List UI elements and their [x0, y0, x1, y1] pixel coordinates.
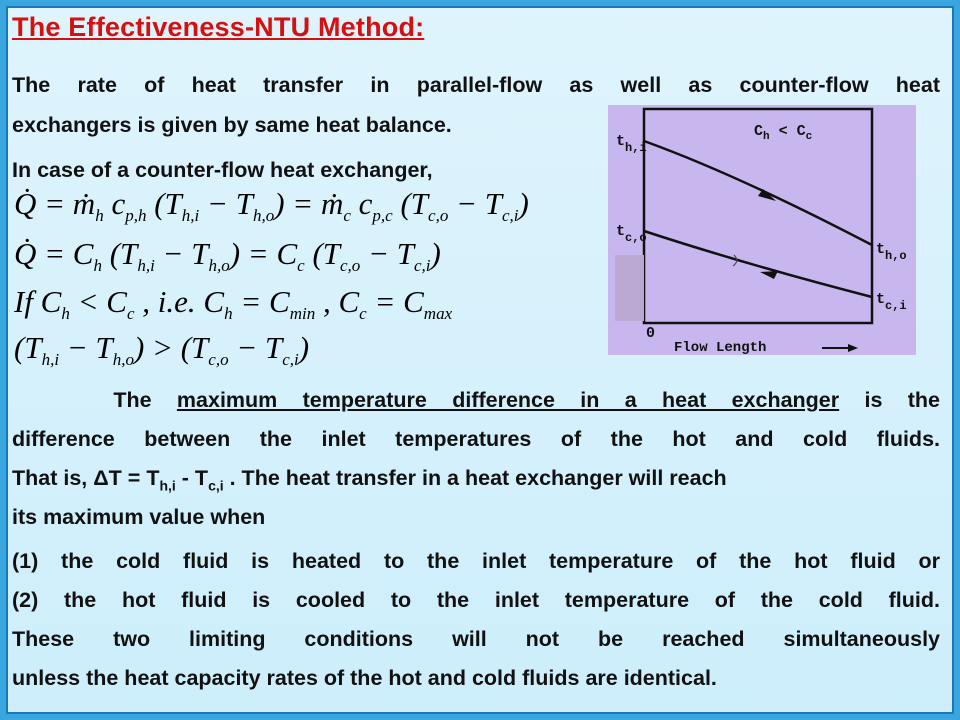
para1-line2: exchangers is given by same heat balance.	[12, 113, 452, 137]
hot-fluid-curve	[644, 141, 872, 245]
label-t-ci: $t_{c,i}$	[876, 291, 907, 313]
para4-line3: These two limiting conditions will not be reached simultaneously	[12, 627, 940, 651]
equation-3: If $C_h < C_c$ , i.e. $C_h = C_{min}$ , $C_c = C_{max}$	[14, 284, 453, 324]
para3-line2: difference between the inlet temperatures of the hot and cold fluids.	[12, 427, 940, 451]
x-axis-arrow-head	[848, 344, 858, 352]
label-patch	[615, 255, 644, 321]
equation-4: $(T_{h,i} - T_{h,o}) > (T_{c,o} - T_{c,i})$	[14, 330, 310, 370]
para4-line4: unless the heat capacity rates of the hot and cold fluids are identical.	[12, 666, 717, 690]
para4-line2: (2) the hot fluid is cooled to the inlet temperature of the cold fluid.	[12, 588, 940, 612]
label-t-ho: $t_{h,o}$	[876, 241, 907, 263]
cold-fluid-curve	[644, 231, 872, 297]
para2: In case of a counter-flow heat exchanger,	[12, 158, 433, 182]
para3-line3: That is, $\Delta T = T_{h,i} - T_{c,i}$ . The heat transfer in a heat exchanger will reach	[12, 466, 727, 494]
para3-line1: The maximum temperature difference in a heat exchanger is the	[113, 388, 940, 412]
label-t-hi: $t_{h,i}$	[616, 133, 647, 155]
temperature-profile-svg	[608, 105, 916, 355]
para1-line1: The rate of heat transfer in parallel-flow as well as counter-flow heat	[12, 73, 940, 97]
underlined-phrase: maximum temperature difference in a heat exchanger	[176, 388, 840, 412]
cold-flow-arrow	[760, 271, 778, 279]
condition-label: $C_h < C_c$	[754, 123, 813, 143]
label-t-co: $t_{c,o}$	[616, 223, 647, 245]
equation-1: Q̇ = ṁ$_h$ $c_{p,h}$ $(T_{h,i} - T_{h,o})$ = ṁ$_c$ $c_{p,c}$ $(T_{c,o} - T_{c,i})$	[14, 186, 529, 226]
equation-2: Q̇ = $C_h$ $(T_{h,i} - T_{h,o}) = C_c$ $(T_{c,o} - T_{c,i})$	[14, 236, 441, 276]
temperature-profile-figure	[608, 105, 916, 355]
x-axis-label: Flow Length	[674, 340, 767, 355]
para4-line1: (1) the cold fluid is heated to the inlet temperature of the hot fluid or	[12, 549, 940, 573]
origin-label: 0	[646, 325, 656, 342]
plot-frame	[644, 109, 872, 323]
para3-line4: its maximum value when	[12, 505, 266, 529]
slide-title: The Effectiveness-NTU Method:	[12, 12, 425, 42]
